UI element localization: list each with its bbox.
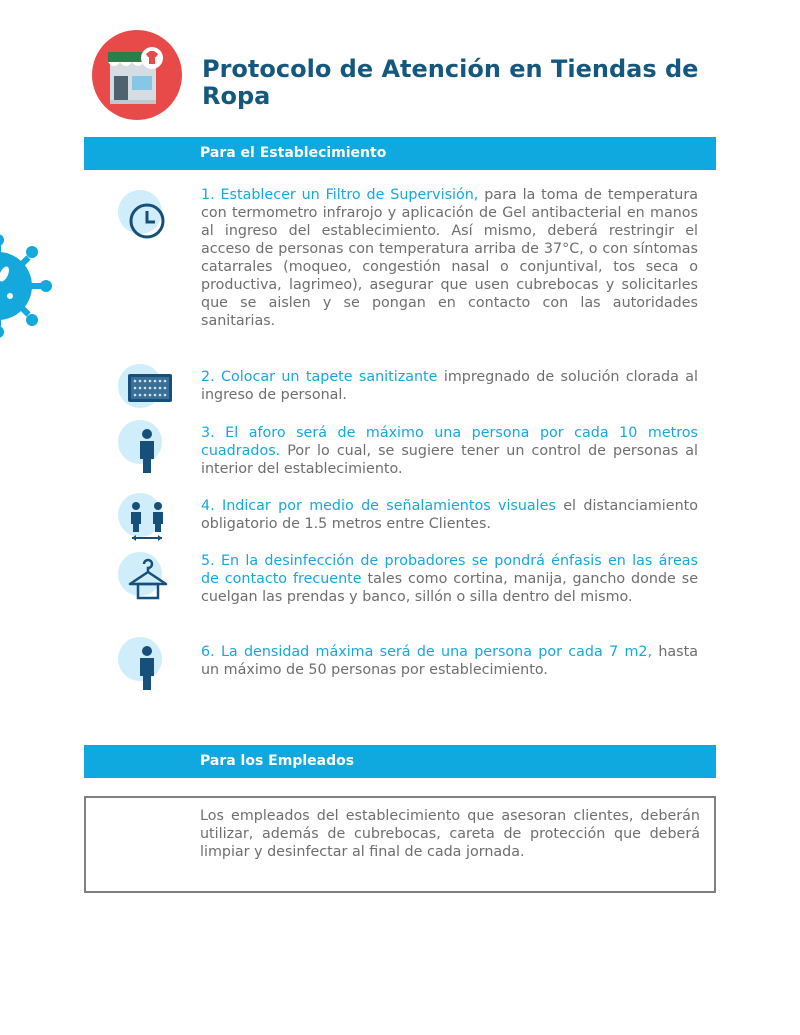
item-highlight: 6. La densidad máxima será de una persona por cada 7 m2,	[201, 644, 653, 660]
employees-box	[84, 796, 716, 893]
social-distance-icon	[118, 493, 174, 549]
item-body: para la toma de temperatura con termometro infrarojo y aplicación de Gel antibacterial en manos al ingreso del establecimiento. Así mismo, deberá restringir el acceso de personas con temperatura arriba de 37°C, o con síntomas catarrales (moqueo, congestión nasal o conjuntival, tos seca o productiva, lagrimeo), asegurar que usen cubrebocas y solicitarles que se aislen y se pongan en contacto con las autoridades sanitarias.	[201, 187, 698, 329]
list-item	[118, 368, 700, 404]
employees-text: Los empleados del establecimiento que asesoran clientes, deberán utilizar, además de cubrebocas, careta de protección que deberá limpiar y desinfectar al final de cada jornada.	[200, 808, 700, 860]
person-icon	[118, 637, 174, 693]
item-body: Por lo cual, se sugiere tener un control de personas al interior del establecimiento.	[201, 443, 698, 477]
item-text	[201, 186, 698, 330]
section-bar-employees	[84, 745, 716, 778]
item-text	[201, 643, 698, 679]
item-body: tales como cortina, manija, gancho donde se cuelgan las prendas y banco, sillón o silla dentro del mismo.	[201, 571, 698, 605]
sanitizing-mat-icon	[118, 364, 174, 420]
person-icon	[118, 420, 174, 476]
list-item	[118, 552, 700, 606]
item-text	[201, 368, 698, 404]
item-text	[201, 424, 698, 478]
item-text	[201, 497, 698, 533]
item-highlight: 3. El aforo será de máximo una persona por cada 10 metros cuadrados.	[201, 425, 698, 459]
item-highlight: 2. Colocar un tapete sanitizante	[201, 369, 438, 385]
item-text	[201, 552, 698, 606]
list-item	[118, 643, 700, 679]
item-body: el distanciamiento obligatorio de 1.5 metros entre Clientes.	[201, 498, 698, 532]
page-title: Protocolo de Atención en Tiendas de Ropa	[202, 55, 699, 110]
item-highlight: 4. Indicar por medio de señalamientos visuales	[201, 498, 556, 514]
item-highlight: 5. En la desinfección de probadores se pondrá énfasis en las áreas de contacto frecuente	[201, 553, 698, 587]
hanger-icon	[118, 552, 174, 608]
list-item	[118, 424, 700, 478]
section-heading: Para los Empleados	[200, 753, 355, 769]
item-body: impregnado de solución clorada al ingreso de personal.	[201, 369, 698, 403]
virus-decoration-icon	[0, 232, 54, 340]
section-heading: Para el Establecimiento	[200, 145, 387, 161]
section-bar-establishment	[84, 137, 716, 170]
item-body: hasta un máximo de 50 personas por establecimiento.	[201, 644, 698, 678]
clock-icon	[118, 190, 174, 246]
list-item	[118, 186, 700, 330]
clothing-store-icon	[92, 30, 182, 120]
item-highlight: 1. Establecer un Filtro de Supervisión,	[201, 187, 479, 203]
list-item	[118, 497, 700, 533]
